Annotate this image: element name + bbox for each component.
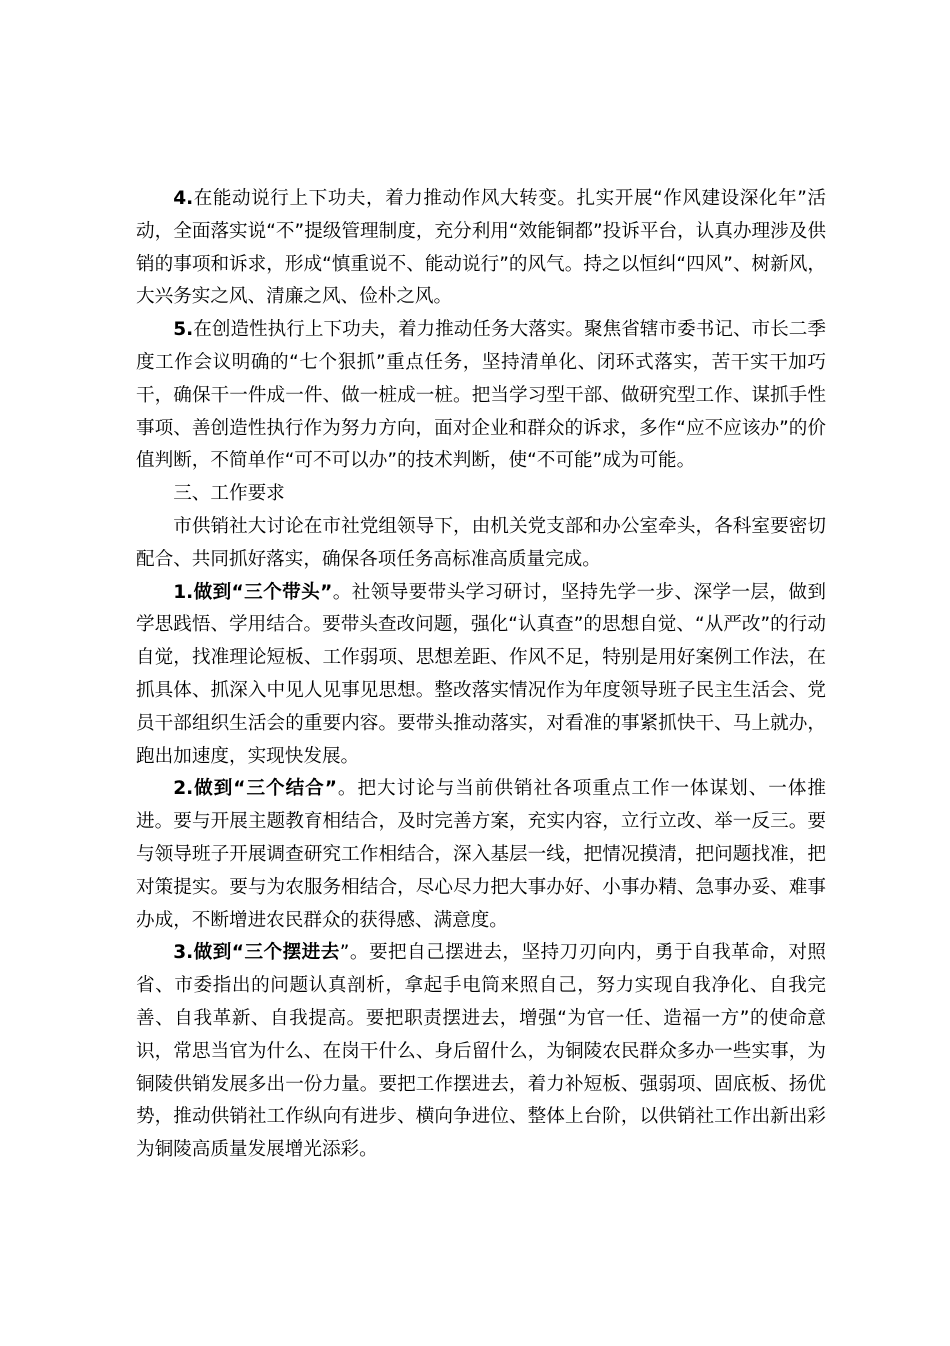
requirement-3-lead: 3.做到“三个摆进去 [173,942,340,964]
requirement-3-text: ”。要把自己摆进去，坚持刀刃向内，勇于自我革命，对照省、市委指出的问题认真剖析，拿起手电筒来照自己，努力实现自我净化、自我完善、自我革新、自我提高。要把职责摆进去，增强“为官一任、造福一方”的使命意识，常思当官为什么、在岗干什么、身后留什么，为铜陵农民群众多办一些实事，为铜陵供销发展多出一份力量。要把工作摆进去，着力补短板、强弱项、固底板、扬优势，推动供销社工作纵向有进步、横向争进位、整体上台阶，以供销社工作出新出彩为铜陵高质量发展增光添彩。 [136,942,826,1161]
requirement-2-text: 。把大讨论与当前供销社各项重点工作一体谋划、一体推进。要与开展主题教育相结合，及时完善方案，充实内容，立行立改、举一反三。要与领导班子开展调查研究工作相结合，深入基层一线，把情况摸清，把问题找准，把对策提实。要与为农服务相结合，尽心尽力把大事办好、小事办精、急事办妥、难事办成，不断增进农民群众的获得感、满意度。 [136,778,826,931]
paragraph-5 [136,314,826,478]
requirement-1-lead: 1.做到“三个带头” [173,581,333,603]
section-heading-work-requirements [136,478,826,511]
paragraph-4-text: 在能动说行上下功夫，着力推动作风大转变。扎实开展“作风建设深化年”活动，全面落实说“不”提级管理制度，充分利用“效能铜都”投诉平台，认真办理涉及供销的事项和诉求，形成“慎重说不、能动说行”的风气。持之以恒纠“四风”、树新风，大兴务实之风、清廉之风、俭朴之风。 [136,188,826,308]
paragraph-intro-requirements [136,511,826,577]
paragraph-intro-text: 市供销社大讨论在市社党组领导下，由机关党支部和办公室牵头，各科室要密切配合、共同抓好落实，确保各项任务高标准高质量完成。 [136,515,826,570]
document-page [136,183,826,1167]
paragraph-requirement-3 [136,937,826,1167]
paragraph-4 [136,183,826,314]
requirement-1-text: 。社领导要带头学习研讨，坚持先学一步、深学一层，做到学思践悟、学用结合。要带头查改问题，强化“认真查”的思想自觉、“从严改”的行动自觉，找准理论短板、工作弱项、思想差距、作风不足，特别是用好案例工作法，在抓具体、抓深入中见人见事见思想。整改落实情况作为年度领导班子民主生活会、党员干部组织生活会的重要内容。要带头推动落实，对看准的事紧抓快干、马上就办，跑出加速度，实现快发展。 [136,581,826,767]
paragraph-5-text: 在创造性执行上下功夫，着力推动任务大落实。聚焦省辖市委书记、市长二季度工作会议明确的“七个狠抓”重点任务，坚持清单化、闭环式落实，苦干实干加巧干，确保干一件成一件、做一桩成一桩。把当学习型干部、做研究型工作、谋抓手性事项、善创造性执行作为努力方向，面对企业和群众的诉求，多作“应不应该办”的价值判断，不简单作“可不可以办”的技术判断，使“不可能”成为可能。 [136,319,826,472]
requirement-2-lead: 2.做到“三个结合” [173,778,337,800]
paragraph-requirement-1 [136,577,826,774]
section-heading-text: 三、工作要求 [173,483,285,505]
paragraph-5-lead: 5. [173,319,194,341]
paragraph-4-lead: 4. [173,188,194,209]
paragraph-requirement-2 [136,773,826,937]
